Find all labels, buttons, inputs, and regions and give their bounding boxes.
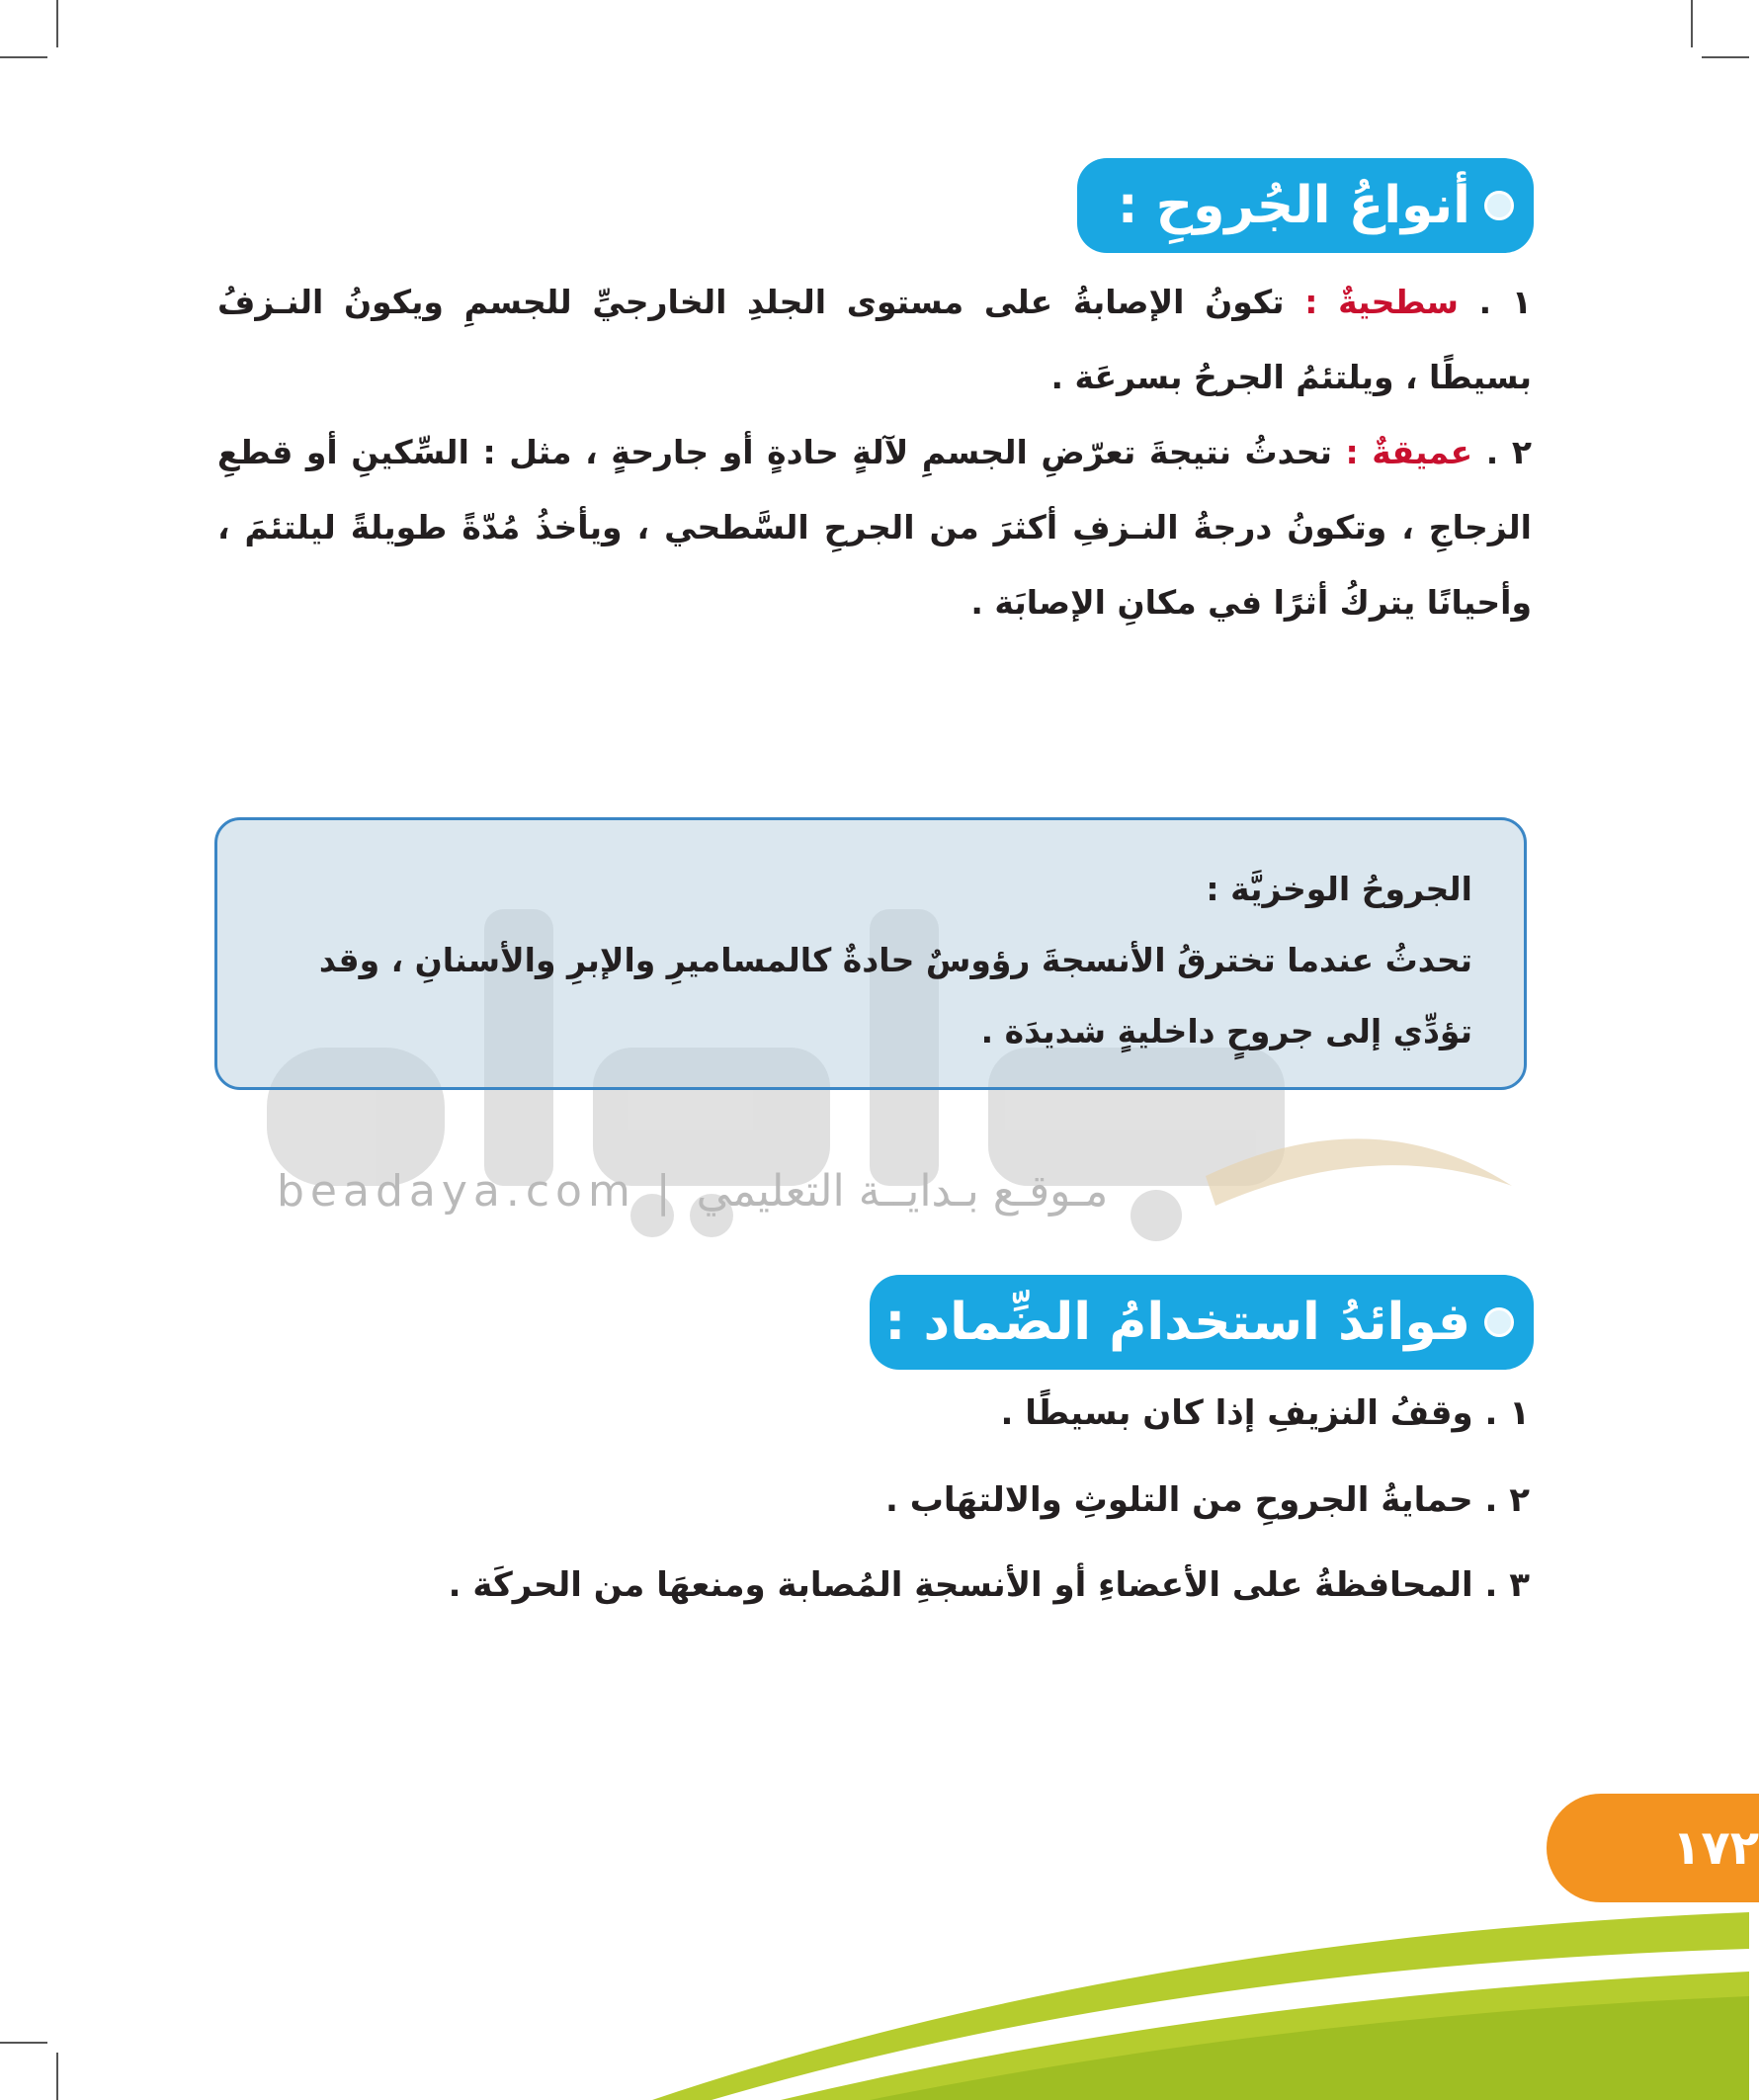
section-heading-bandage-benefits bbox=[870, 1275, 1534, 1370]
list-item-superficial bbox=[217, 265, 1532, 415]
note-box-puncture-wounds bbox=[214, 817, 1527, 1090]
section-heading-wound-types bbox=[1077, 158, 1534, 253]
item-text: تكونُ الإصابةُ على مستوى الجلدِ الخارجيِّ للجسمِ ويكونُ النـزفُ بسيطًا ، ويلتئمُ الجرحُ بسرعَة . bbox=[217, 283, 1532, 396]
decorative-swoosh bbox=[0, 1878, 1749, 2100]
item-number: ١ . bbox=[1478, 283, 1532, 321]
note-title: الجروحُ الوخزيَّة : bbox=[1206, 870, 1472, 908]
item-term: سطحيةٌ : bbox=[1304, 283, 1459, 321]
list-item: ٢ . حمايةُ الجروحِ من التلوثِ والالتهَاب . bbox=[884, 1480, 1530, 1520]
item-number: ٢ . bbox=[1485, 433, 1532, 471]
crop-mark bbox=[56, 0, 58, 47]
list-item-deep bbox=[217, 415, 1532, 640]
bullet-icon bbox=[1484, 191, 1514, 220]
list-item: ١ . وقفُ النزيفِ إذا كان بسيطًا . bbox=[1000, 1393, 1530, 1433]
heading-text: أنواعُ الجُروحِ : bbox=[1117, 176, 1470, 235]
item-text: تحدثُ نتيجةَ تعرّضِ الجسمِ لآلةٍ حادةٍ أو جارحةٍ ، مثل : السِّكينِ أو قطعِ الزجاجِ ، وتكونُ درجةُ النـزفِ أكثرَ من الجرحِ السَّطحي ، ويأخذُ مُدّةً طويلةً ليلتئمَ ، وأحيانًا يتركُ أثرًا في مكانِ الإصابَة . bbox=[217, 433, 1532, 622]
list-item: ٣ . المحافظةُ على الأعضاءِ أو الأنسجةِ المُصابة ومنعهَا من الحركَة . bbox=[448, 1565, 1530, 1605]
crop-mark bbox=[1691, 0, 1693, 47]
crop-mark bbox=[1702, 56, 1749, 58]
watermark-caption: beadaya.com | مـوقـع بـدايــة التعليمي bbox=[277, 1166, 1109, 1217]
bullet-icon bbox=[1484, 1307, 1514, 1337]
item-term: عميقةٌ : bbox=[1345, 433, 1473, 471]
note-text: تحدثُ عندما تخترقُ الأنسجةَ رؤوسٌ حادةٌ كالمساميرِ والإبرِ والأسنانِ ، وقد تؤدِّي إلى جروحٍ داخليةٍ شديدَة . bbox=[318, 941, 1472, 1050]
crop-mark bbox=[0, 56, 47, 58]
heading-text: فوائدُ استخدامُ الضِّماد : bbox=[884, 1293, 1470, 1352]
page-number: ١٧٢ bbox=[1547, 1794, 1759, 1902]
